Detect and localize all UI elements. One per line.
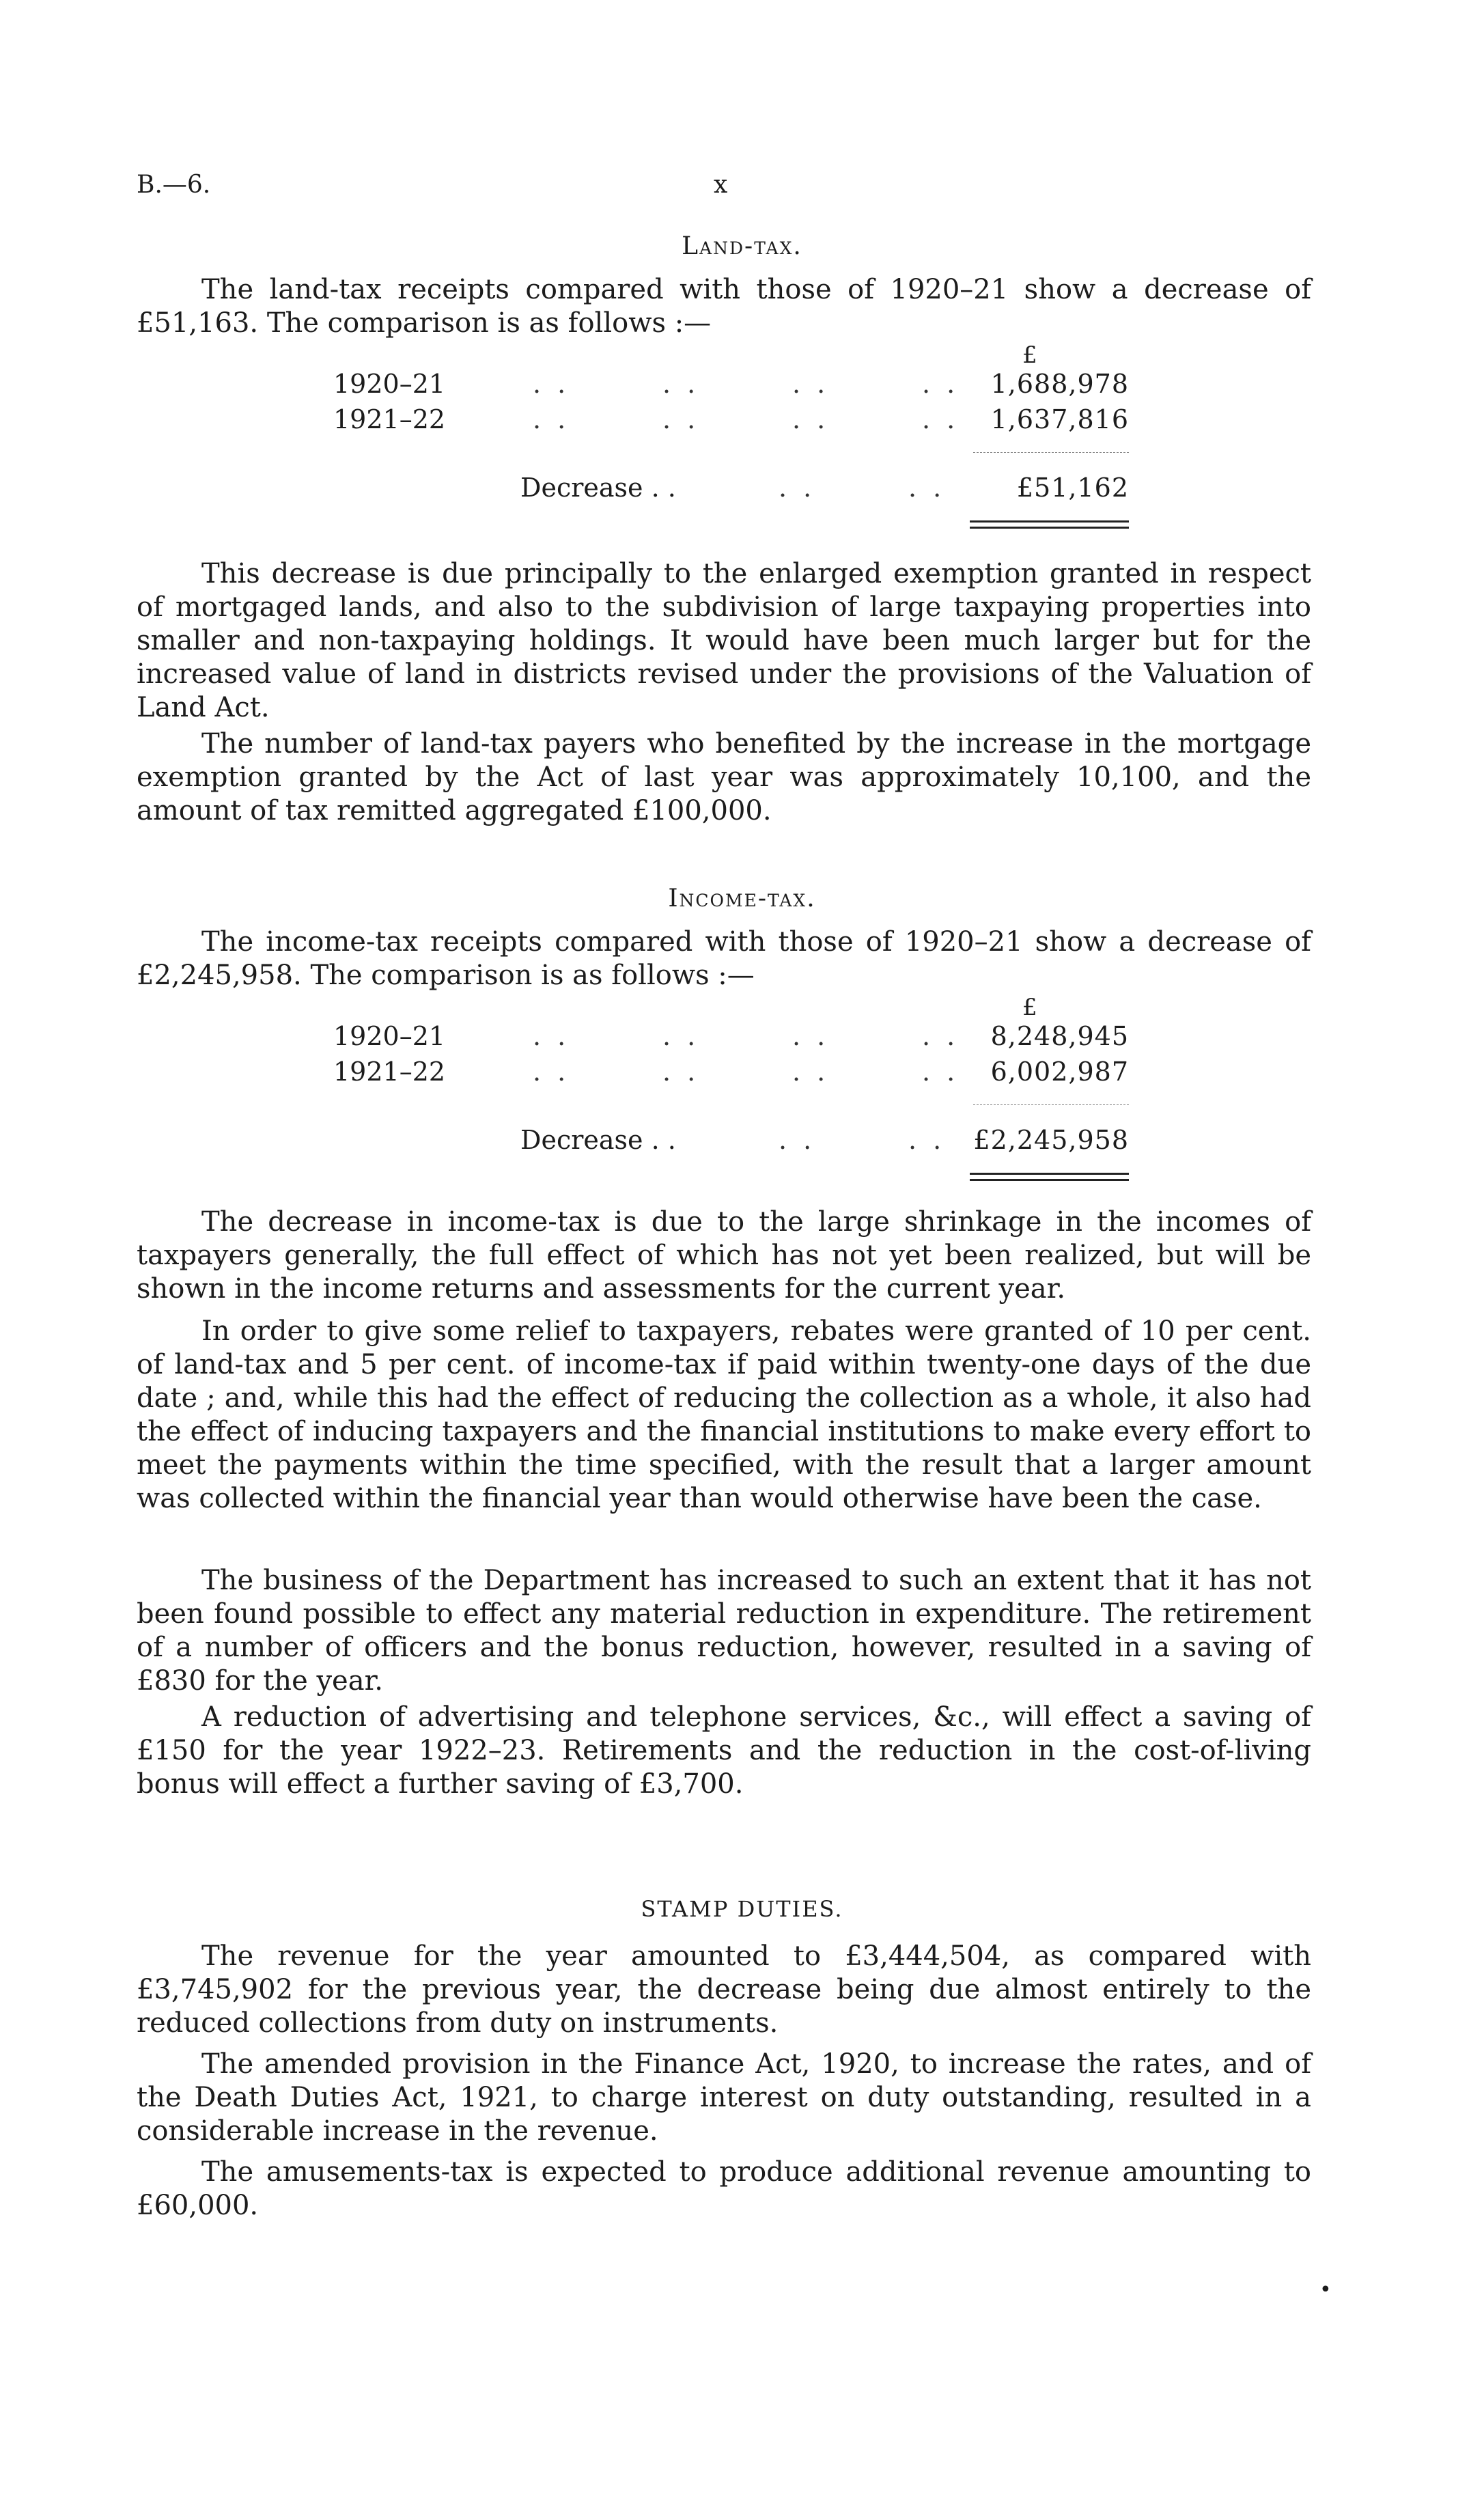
table-row [0,1021,1484,1055]
total-label: Decrease . . [520,1125,676,1155]
subtotal-rule [973,1104,1129,1105]
total-value: £2,245,958 [973,1125,1129,1155]
land-tax-paragraph: This decrease is due principally to the enlarged exemption granted in respect of mortgaged lands, and also to the subdivision of large taxpaying properties into smaller and non-taxpaying holdings. It would have been much larger but for the increased value of land in districts revised under the provisions of the Valuation of Land Act. [137,558,1311,723]
currency-symbol: £ [1022,342,1037,369]
income-tax-paragraph: In order to give some relief to taxpayers, rebates were granted of 10 per cent. of land-tax and 5 per cent. of income-tax if paid within twenty-one days of the due date ; and, while this had the effect of reducing the collection as a whole, it also had the effect of inducing taxpayers and the financial institutions to make every effort to meet the payments within the time specified, with the result that a larger amount was collected within the financial year than would otherwise have been the case. [137,1315,1311,1514]
row-year: 1920–21 [333,1021,446,1051]
total-double-rule [970,1173,1129,1181]
currency-symbol: £ [1022,994,1037,1021]
row-value: 1,688,978 [990,369,1129,399]
stamp-duties-paragraph: The revenue for the year amounted to £3,444,504, as compared with £3,745,902 for the previous year, the decrease being due almost entirely to the reduced collections from duty on instruments. [137,1940,1311,2039]
row-value: 8,248,945 [990,1021,1129,1051]
stamp-duties-paragraph: The amended provision in the Finance Act, 1920, to increase the rates, and of the Death Duties Act, 1921, to charge interest on duty outstanding, resulted in a considerable increase in the revenue. [137,2048,1311,2147]
land-tax-paragraph: The number of land-tax payers who benefited by the increase in the mortgage exemption granted by the Act of last year was approximately 10,100, and the amount of tax remitted aggregated £100,000. [137,728,1311,826]
stamp-duties-paragraph: The amusements-tax is expected to produce additional revenue amounting to £60,000. [137,2156,1311,2221]
table-total-row [0,1125,1484,1159]
row-year: 1921–22 [333,404,446,434]
total-leaders: . . . . [779,473,946,503]
table-row [0,1057,1484,1091]
total-leaders: . . . . [779,1125,946,1155]
land-tax-heading: Land-tax. [682,232,802,260]
row-year: 1920–21 [333,369,446,399]
income-tax-paragraph: The decrease in income-tax is due to the large shrinkage in the incomes of taxpayers generally, the full effect of which has not yet been realized, but will be shown in the income returns and assessments for the current year. [137,1206,1311,1305]
row-value: 1,637,816 [990,404,1129,434]
income-tax-paragraph: A reduction of advertising and telephone services, &c., will effect a saving of £150 for the year 1922–23. Retirements and the reduction in the cost-of-living bonus will effect a further saving of £3,700. [137,1701,1311,1800]
income-tax-paragraph: The business of the Department has increased to such an extent that it has not been found possible to effect any material reduction in expenditure. The retirement of a number of officers and the bonus reduction, however, resulted in a saving of £830 for the year. [137,1565,1311,1697]
land-tax-intro: The land-tax receipts compared with those of 1920–21 show a decrease of £51,163. The comparison is as follows :— [137,274,1311,339]
page-number: x [714,171,728,199]
total-value: £51,162 [1016,473,1129,503]
row-leaders: . . . . . . . . [533,1057,960,1087]
row-leaders: . . . . . . . . [533,1021,960,1051]
row-leaders: . . . . . . . . [533,369,960,399]
row-value: 6,002,987 [990,1057,1129,1087]
table-row [0,369,1484,403]
stamp-duties-heading: STAMP DUTIES. [641,1896,843,1922]
table-row [0,404,1484,438]
subtotal-rule [973,452,1129,453]
row-leaders: . . . . . . . . [533,404,960,434]
income-tax-intro: The income-tax receipts compared with those of 1920–21 show a decrease of £2,245,958. The comparison is as follows :— [137,926,1311,991]
stray-mark: • [1319,2278,1332,2302]
table-total-row [0,473,1484,507]
total-double-rule [970,520,1129,529]
row-year: 1921–22 [333,1057,446,1087]
page-reference: B.—6. [137,171,211,199]
income-tax-heading: Income-tax. [668,885,816,913]
total-label: Decrease . . [520,473,676,503]
